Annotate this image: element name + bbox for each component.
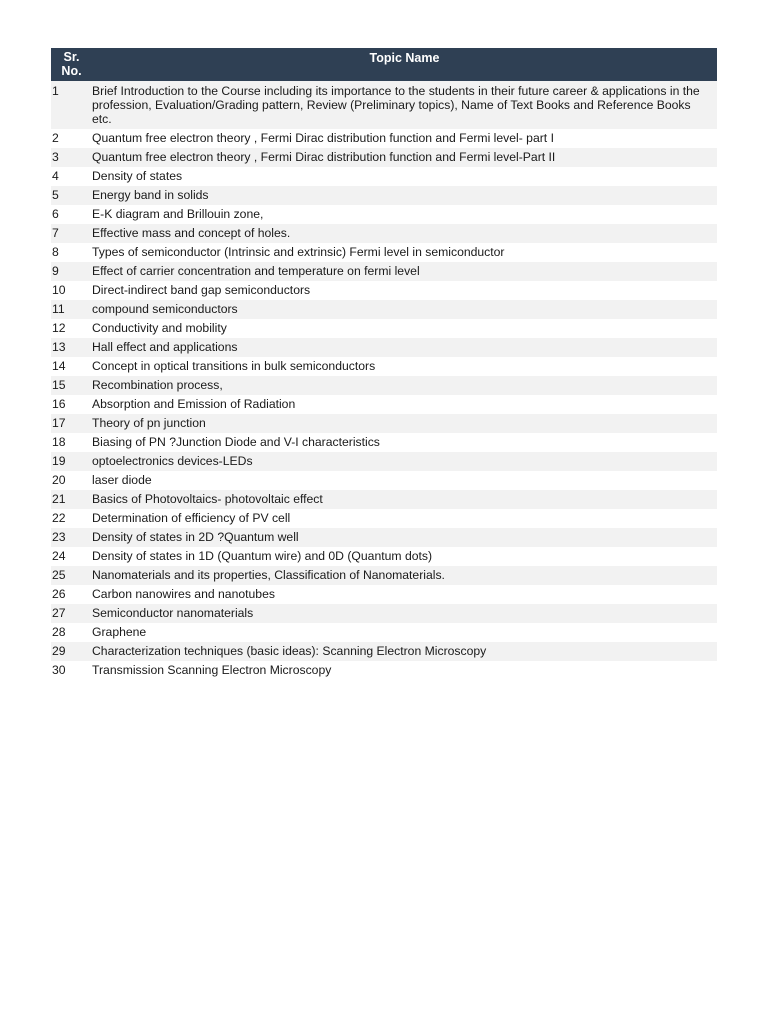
cell-topic-name: Conductivity and mobility xyxy=(92,321,227,335)
table-row xyxy=(51,490,717,509)
cell-sr-no: 26 xyxy=(52,587,66,601)
header-sr-no-line1: Sr. xyxy=(63,50,80,64)
cell-sr-no: 27 xyxy=(51,604,92,623)
table-row xyxy=(51,338,717,357)
cell-sr-no: 9 xyxy=(51,262,92,281)
cell-sr-no: 6 xyxy=(52,207,59,221)
cell-topic-name: compound semiconductors xyxy=(92,300,717,319)
cell-topic-name: optoelectronics devices-LEDs xyxy=(92,452,717,471)
table-row xyxy=(51,186,717,205)
cell-sr-no: 20 xyxy=(52,473,66,487)
cell-sr-no: 21 xyxy=(51,490,92,509)
table-body xyxy=(51,81,717,680)
table-row xyxy=(51,623,717,642)
cell-sr-no: 13 xyxy=(51,338,92,357)
table-row xyxy=(51,129,717,148)
table-row xyxy=(51,262,717,281)
table-row xyxy=(51,167,717,186)
table-row xyxy=(51,547,717,566)
cell-sr-no: 3 xyxy=(51,148,92,167)
cell-topic-name: Determination of efficiency of PV cell xyxy=(92,511,291,525)
table-row xyxy=(51,414,717,433)
cell-topic-name: Nanomaterials and its properties, Classification of Nanomaterials. xyxy=(92,566,717,585)
cell-topic-name: Energy band in solids xyxy=(92,186,717,205)
table-row xyxy=(51,452,717,471)
table-row xyxy=(51,566,717,585)
cell-topic-name: Carbon nanowires and nanotubes xyxy=(92,587,275,601)
cell-topic-name: laser diode xyxy=(92,473,152,487)
table-row xyxy=(51,376,717,395)
cell-sr-no: 16 xyxy=(52,397,66,411)
cell-sr-no: 14 xyxy=(52,359,66,373)
table-row xyxy=(51,148,717,167)
cell-sr-no: 4 xyxy=(52,169,59,183)
cell-topic-name: Density of states xyxy=(92,169,183,183)
table-row xyxy=(51,281,717,300)
table-row xyxy=(51,604,717,623)
table-row xyxy=(51,642,717,661)
cell-topic-name: Concept in optical transitions in bulk semiconductors xyxy=(92,359,376,373)
cell-sr-no: 30 xyxy=(52,663,66,677)
cell-sr-no: 28 xyxy=(52,625,66,639)
cell-sr-no: 19 xyxy=(51,452,92,471)
cell-sr-no: 23 xyxy=(51,528,92,547)
table-row xyxy=(51,224,717,243)
cell-sr-no: 12 xyxy=(52,321,66,335)
header-row xyxy=(51,48,717,81)
cell-topic-name: Quantum free electron theory , Fermi Dirac distribution function and Fermi level- part I xyxy=(92,131,554,145)
table-row xyxy=(51,433,717,452)
table-row xyxy=(51,300,717,319)
cell-topic-name: Semiconductor nanomaterials xyxy=(92,604,717,623)
cell-sr-no: 8 xyxy=(52,245,59,259)
table-row xyxy=(51,471,717,490)
header-sr-no-line2: No. xyxy=(61,64,82,78)
table-row xyxy=(51,81,717,129)
cell-topic-name: Theory of pn junction xyxy=(92,414,717,433)
table-row xyxy=(51,661,717,680)
cell-sr-no: 15 xyxy=(51,376,92,395)
header-sr-no xyxy=(51,48,92,81)
cell-topic-name: Characterization techniques (basic ideas): Scanning Electron Microscopy xyxy=(92,642,717,661)
table-row xyxy=(51,319,717,338)
table-header xyxy=(51,48,717,81)
cell-topic-name: Density of states in 1D (Quantum wire) and 0D (Quantum dots) xyxy=(92,549,433,563)
cell-topic-name: Biasing of PN ?Junction Diode and V-I characteristics xyxy=(92,435,380,449)
cell-topic-name: Hall effect and applications xyxy=(92,338,717,357)
cell-topic-name: Brief Introduction to the Course including its importance to the students in their future career & applications in the profession, Evaluation/Grading pattern, Review (Preliminary topics), Name of Text Books and Reference Books etc. xyxy=(92,81,717,129)
cell-sr-no: 17 xyxy=(51,414,92,433)
cell-sr-no: 11 xyxy=(51,300,92,319)
table-row xyxy=(51,509,717,528)
table-row xyxy=(51,395,717,414)
document-page xyxy=(51,48,717,680)
cell-sr-no: 24 xyxy=(52,549,66,563)
cell-topic-name: E-K diagram and Brillouin zone, xyxy=(92,207,264,221)
cell-topic-name: Graphene xyxy=(92,625,147,639)
table-row xyxy=(51,205,717,224)
cell-sr-no: 1 xyxy=(51,81,92,129)
table-row xyxy=(51,585,717,604)
cell-topic-name: Quantum free electron theory , Fermi Dirac distribution function and Fermi level-Part II xyxy=(92,148,717,167)
table-row xyxy=(51,528,717,547)
cell-topic-name: Effective mass and concept of holes. xyxy=(92,224,717,243)
cell-topic-name: Effect of carrier concentration and temperature on fermi level xyxy=(92,262,717,281)
cell-sr-no: 7 xyxy=(51,224,92,243)
cell-sr-no: 29 xyxy=(51,642,92,661)
cell-sr-no: 18 xyxy=(52,435,66,449)
cell-topic-name: Basics of Photovoltaics- photovoltaic effect xyxy=(92,490,717,509)
table-row xyxy=(51,243,717,262)
cell-sr-no: 10 xyxy=(52,283,66,297)
cell-sr-no: 22 xyxy=(52,511,66,525)
cell-sr-no: 25 xyxy=(51,566,92,585)
topics-table xyxy=(51,48,717,680)
cell-topic-name: Direct-indirect band gap semiconductors xyxy=(92,283,311,297)
cell-topic-name: Absorption and Emission of Radiation xyxy=(92,397,296,411)
cell-topic-name: Density of states in 2D ?Quantum well xyxy=(92,528,717,547)
header-topic-name: Topic Name xyxy=(92,48,717,81)
cell-topic-name: Transmission Scanning Electron Microscopy xyxy=(92,663,332,677)
table-row xyxy=(51,357,717,376)
cell-sr-no: 5 xyxy=(51,186,92,205)
cell-topic-name: Recombination process, xyxy=(92,376,717,395)
cell-topic-name: Types of semiconductor (Intrinsic and extrinsic) Fermi level in semiconductor xyxy=(92,245,505,259)
cell-sr-no: 2 xyxy=(52,131,59,145)
